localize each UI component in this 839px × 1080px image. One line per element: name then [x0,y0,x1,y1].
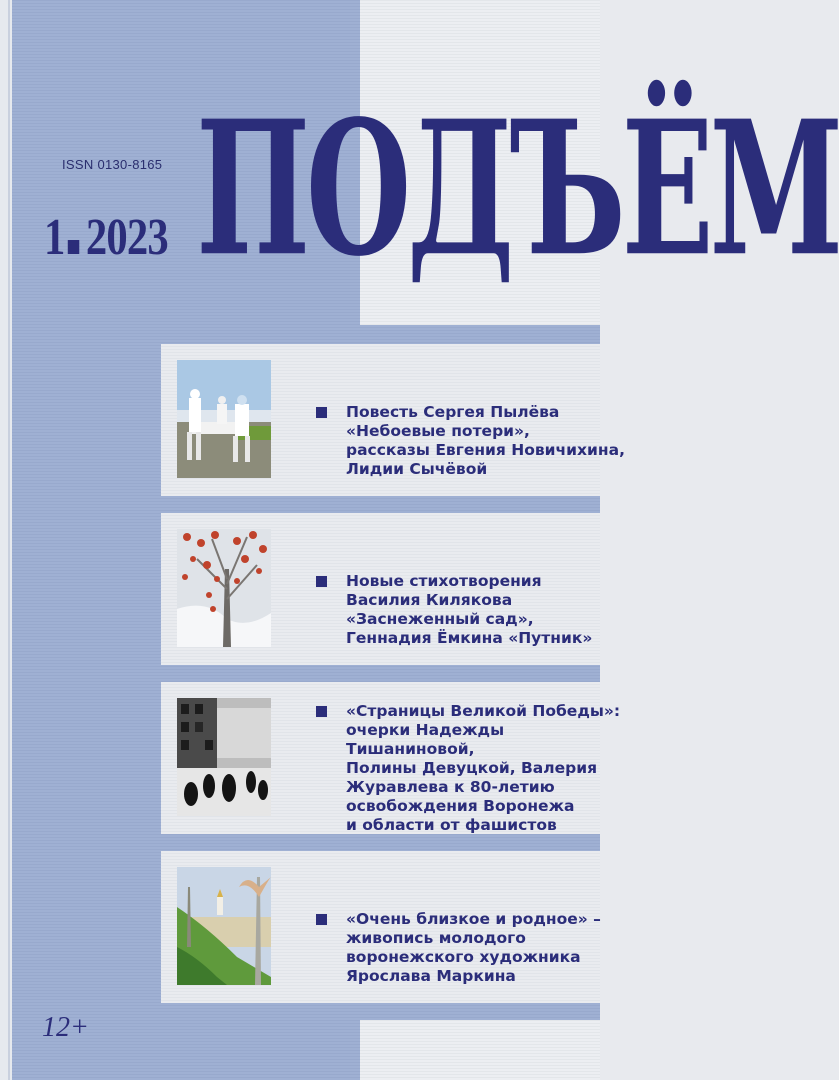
left-edge-line [8,0,10,1080]
issue-number: 1 [44,209,65,266]
bullet-icon [316,706,327,717]
bullet-icon [316,576,327,587]
left-edge-strip [0,0,12,1080]
bullet-icon [316,914,327,925]
article-card-1[interactable] [161,344,625,496]
issue-separator [68,240,79,254]
article-card-4[interactable] [161,851,600,1003]
article-card-2[interactable] [161,513,600,665]
article-image-painting [177,867,271,985]
article-text-1: Повесть Сергея Пылёва «Небоевые потери», рассказы Евгения Новичихина, Лидии Сычёвой [346,403,625,478]
article-text-4: «Очень близкое и родное» – живопись молодого воронежского художника Ярослава Маркина [346,910,601,985]
age-rating: 12+ [42,1012,89,1043]
article-card-3[interactable] [161,682,621,834]
article-image-war [177,698,271,816]
magazine-title-text: ПОДЪЁМ [196,79,839,298]
issue-year: 2023 [85,209,168,266]
issn-number: ISSN 0130-8165 [62,157,163,172]
article-text-3: «Страницы Великой Победы»: очерки Надежды Тишаниновой, Полины Девуцкой, Валерия Журавлева к 80-летию освобождения Воронежа и области от фашистов [346,702,621,834]
bullet-icon [316,407,327,418]
article-image-medics [177,360,271,478]
magazine-title [196,79,839,326]
article-image-rowan [177,529,271,647]
article-text-2: Новые стихотворения Василия Килякова «Заснеженный сад», Геннадия Ёмкина «Путник» [346,572,593,647]
issue-label [44,209,168,266]
